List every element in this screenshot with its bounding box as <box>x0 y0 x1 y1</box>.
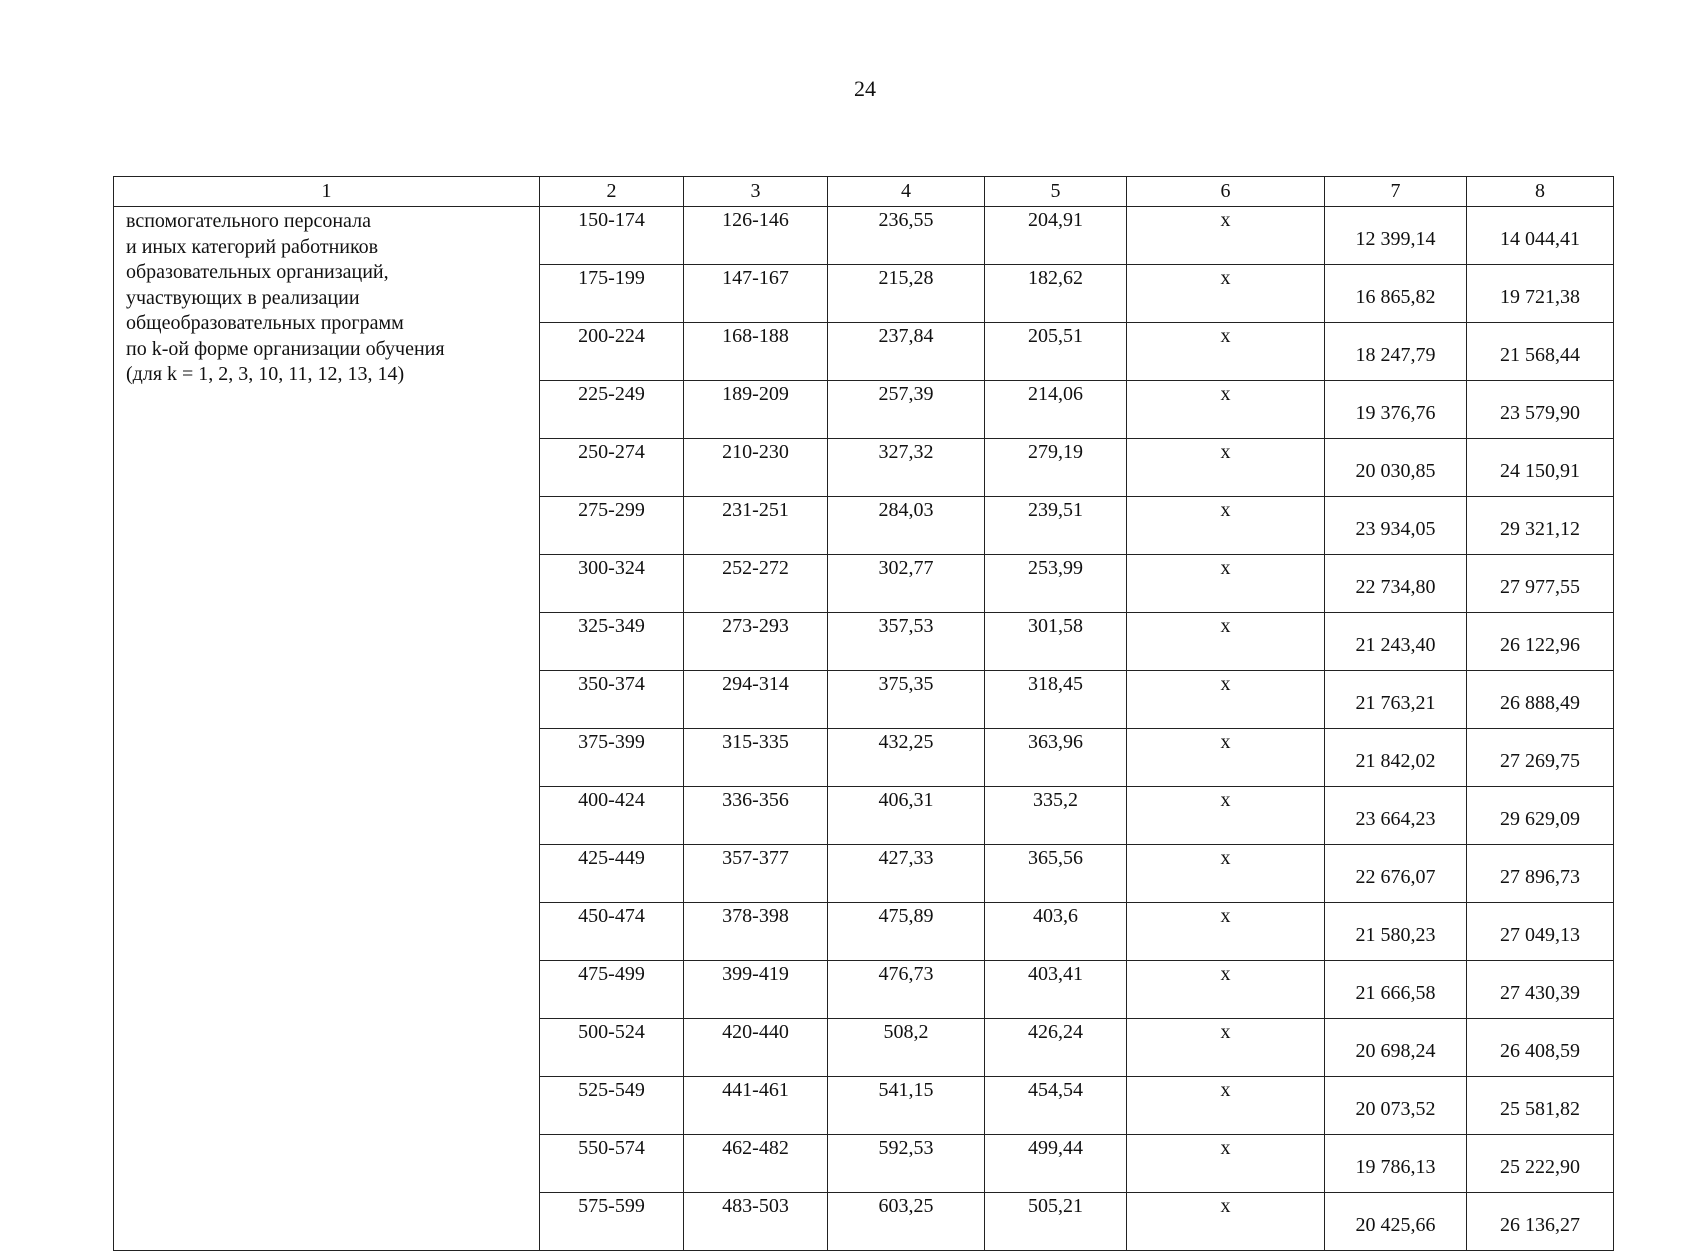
category-label-line: по k-ой форме организации обучения <box>126 337 445 360</box>
col5-value-cell: 253,99 <box>985 555 1127 613</box>
col4-value-cell: 406,31 <box>828 787 985 845</box>
col8-total-cell: 25 581,82 <box>1467 1077 1614 1135</box>
enrollment-range-cell: 575-599 <box>540 1193 684 1251</box>
col7-total-cell: 20 698,24 <box>1325 1019 1467 1077</box>
col5-value-cell: 363,96 <box>985 729 1127 787</box>
col7-total-cell: 20 425,66 <box>1325 1193 1467 1251</box>
col8-total-cell: 26 408,59 <box>1467 1019 1614 1077</box>
col7-total-cell: 21 243,40 <box>1325 613 1467 671</box>
enrollment-range-cell: 450-474 <box>540 903 684 961</box>
col7-total-cell: 18 247,79 <box>1325 323 1467 381</box>
col6-value-cell: х <box>1127 1019 1325 1077</box>
col8-total-cell: 27 896,73 <box>1467 845 1614 903</box>
col7-total-cell: 12 399,14 <box>1325 207 1467 265</box>
col4-value-cell: 237,84 <box>828 323 985 381</box>
secondary-range-cell: 231-251 <box>684 497 828 555</box>
enrollment-range-cell: 250-274 <box>540 439 684 497</box>
col5-value-cell: 454,54 <box>985 1077 1127 1135</box>
col4-value-cell: 592,53 <box>828 1135 985 1193</box>
col6-value-cell: х <box>1127 381 1325 439</box>
column-header-2: 2 <box>540 177 684 207</box>
secondary-range-cell: 378-398 <box>684 903 828 961</box>
enrollment-range-cell: 375-399 <box>540 729 684 787</box>
col5-value-cell: 403,6 <box>985 903 1127 961</box>
enrollment-range-cell: 225-249 <box>540 381 684 439</box>
enrollment-range-cell: 325-349 <box>540 613 684 671</box>
secondary-range-cell: 126-146 <box>684 207 828 265</box>
col8-total-cell: 25 222,90 <box>1467 1135 1614 1193</box>
col8-total-cell: 29 321,12 <box>1467 497 1614 555</box>
col4-value-cell: 541,15 <box>828 1077 985 1135</box>
col7-total-cell: 21 763,21 <box>1325 671 1467 729</box>
secondary-range-cell: 336-356 <box>684 787 828 845</box>
enrollment-range-cell: 275-299 <box>540 497 684 555</box>
col8-total-cell: 24 150,91 <box>1467 439 1614 497</box>
enrollment-range-cell: 150-174 <box>540 207 684 265</box>
category-label-line: образовательных организаций, <box>126 261 389 283</box>
col5-value-cell: 239,51 <box>985 497 1127 555</box>
col8-total-cell: 23 579,90 <box>1467 381 1614 439</box>
col8-total-cell: 27 430,39 <box>1467 961 1614 1019</box>
col5-value-cell: 365,56 <box>985 845 1127 903</box>
col7-total-cell: 20 030,85 <box>1325 439 1467 497</box>
secondary-range-cell: 399-419 <box>684 961 828 1019</box>
category-label-cell <box>114 207 540 1251</box>
table-row <box>114 207 1614 265</box>
col5-value-cell: 403,41 <box>985 961 1127 1019</box>
secondary-range-cell: 441-461 <box>684 1077 828 1135</box>
col5-value-cell: 182,62 <box>985 265 1127 323</box>
col7-total-cell: 21 580,23 <box>1325 903 1467 961</box>
category-label-line: вспомогательного персонала <box>126 210 371 232</box>
col4-value-cell: 475,89 <box>828 903 985 961</box>
col4-value-cell: 357,53 <box>828 613 985 671</box>
table-body <box>114 207 1614 1251</box>
col4-value-cell: 236,55 <box>828 207 985 265</box>
col7-total-cell: 19 376,76 <box>1325 381 1467 439</box>
enrollment-range-cell: 350-374 <box>540 671 684 729</box>
col7-total-cell: 21 666,58 <box>1325 961 1467 1019</box>
column-header-8: 8 <box>1467 177 1614 207</box>
col6-value-cell: х <box>1127 787 1325 845</box>
col4-value-cell: 375,35 <box>828 671 985 729</box>
col7-total-cell: 19 786,13 <box>1325 1135 1467 1193</box>
col6-value-cell: х <box>1127 1077 1325 1135</box>
enrollment-range-cell: 550-574 <box>540 1135 684 1193</box>
col8-total-cell: 27 269,75 <box>1467 729 1614 787</box>
col4-value-cell: 215,28 <box>828 265 985 323</box>
col4-value-cell: 603,25 <box>828 1193 985 1251</box>
col6-value-cell: х <box>1127 497 1325 555</box>
col4-value-cell: 432,25 <box>828 729 985 787</box>
column-header-3: 3 <box>684 177 828 207</box>
col4-value-cell: 302,77 <box>828 555 985 613</box>
column-header-4: 4 <box>828 177 985 207</box>
col4-value-cell: 284,03 <box>828 497 985 555</box>
secondary-range-cell: 147-167 <box>684 265 828 323</box>
col8-total-cell: 21 568,44 <box>1467 323 1614 381</box>
col5-value-cell: 214,06 <box>985 381 1127 439</box>
col6-value-cell: х <box>1127 439 1325 497</box>
col4-value-cell: 476,73 <box>828 961 985 1019</box>
secondary-range-cell: 483-503 <box>684 1193 828 1251</box>
col8-total-cell: 14 044,41 <box>1467 207 1614 265</box>
header-row <box>114 177 1614 207</box>
col8-total-cell: 19 721,38 <box>1467 265 1614 323</box>
secondary-range-cell: 273-293 <box>684 613 828 671</box>
column-header-6: 6 <box>1127 177 1325 207</box>
enrollment-range-cell: 200-224 <box>540 323 684 381</box>
enrollment-range-cell: 300-324 <box>540 555 684 613</box>
enrollment-range-cell: 400-424 <box>540 787 684 845</box>
enrollment-range-cell: 525-549 <box>540 1077 684 1135</box>
col8-total-cell: 26 136,27 <box>1467 1193 1614 1251</box>
col7-total-cell: 22 676,07 <box>1325 845 1467 903</box>
col5-value-cell: 318,45 <box>985 671 1127 729</box>
col6-value-cell: х <box>1127 729 1325 787</box>
col4-value-cell: 427,33 <box>828 845 985 903</box>
secondary-range-cell: 189-209 <box>684 381 828 439</box>
enrollment-range-cell: 425-449 <box>540 845 684 903</box>
col5-value-cell: 505,21 <box>985 1193 1127 1251</box>
secondary-range-cell: 462-482 <box>684 1135 828 1193</box>
category-label-line: (для k = 1, 2, 3, 10, 11, 12, 13, 14) <box>126 363 405 385</box>
col8-total-cell: 29 629,09 <box>1467 787 1614 845</box>
col5-value-cell: 335,2 <box>985 787 1127 845</box>
col5-value-cell: 426,24 <box>985 1019 1127 1077</box>
col5-value-cell: 205,51 <box>985 323 1127 381</box>
page-number: 24 <box>854 76 876 101</box>
col7-total-cell: 23 664,23 <box>1325 787 1467 845</box>
col5-value-cell: 301,58 <box>985 613 1127 671</box>
column-header-7: 7 <box>1325 177 1467 207</box>
enrollment-range-cell: 500-524 <box>540 1019 684 1077</box>
col7-total-cell: 23 934,05 <box>1325 497 1467 555</box>
col6-value-cell: х <box>1127 1135 1325 1193</box>
enrollment-range-cell: 475-499 <box>540 961 684 1019</box>
col8-total-cell: 27 977,55 <box>1467 555 1614 613</box>
col5-value-cell: 279,19 <box>985 439 1127 497</box>
col7-total-cell: 20 073,52 <box>1325 1077 1467 1135</box>
col7-total-cell: 16 865,82 <box>1325 265 1467 323</box>
col5-value-cell: 499,44 <box>985 1135 1127 1193</box>
secondary-range-cell: 168-188 <box>684 323 828 381</box>
secondary-range-cell: 294-314 <box>684 671 828 729</box>
column-header-5: 5 <box>985 177 1127 207</box>
col6-value-cell: х <box>1127 613 1325 671</box>
tariff-table <box>113 176 1614 1251</box>
column-header-1: 1 <box>114 177 540 207</box>
col6-value-cell: х <box>1127 1193 1325 1251</box>
col7-total-cell: 22 734,80 <box>1325 555 1467 613</box>
category-label-line: общеобразовательных программ <box>126 312 404 334</box>
col6-value-cell: х <box>1127 265 1325 323</box>
col6-value-cell: х <box>1127 845 1325 903</box>
col6-value-cell: х <box>1127 903 1325 961</box>
secondary-range-cell: 357-377 <box>684 845 828 903</box>
col6-value-cell: х <box>1127 555 1325 613</box>
enrollment-range-cell: 175-199 <box>540 265 684 323</box>
col5-value-cell: 204,91 <box>985 207 1127 265</box>
col8-total-cell: 27 049,13 <box>1467 903 1614 961</box>
secondary-range-cell: 315-335 <box>684 729 828 787</box>
col8-total-cell: 26 122,96 <box>1467 613 1614 671</box>
category-label-line: участвующих в реализации <box>126 286 360 309</box>
col6-value-cell: х <box>1127 323 1325 381</box>
category-label-line: и иных категорий работников <box>126 235 379 258</box>
secondary-range-cell: 420-440 <box>684 1019 828 1077</box>
col4-value-cell: 257,39 <box>828 381 985 439</box>
tariff-table-container <box>113 176 1613 1251</box>
col8-total-cell: 26 888,49 <box>1467 671 1614 729</box>
secondary-range-cell: 252-272 <box>684 555 828 613</box>
col4-value-cell: 327,32 <box>828 439 985 497</box>
secondary-range-cell: 210-230 <box>684 439 828 497</box>
col4-value-cell: 508,2 <box>828 1019 985 1077</box>
col7-total-cell: 21 842,02 <box>1325 729 1467 787</box>
col6-value-cell: х <box>1127 961 1325 1019</box>
col6-value-cell: х <box>1127 207 1325 265</box>
col6-value-cell: х <box>1127 671 1325 729</box>
